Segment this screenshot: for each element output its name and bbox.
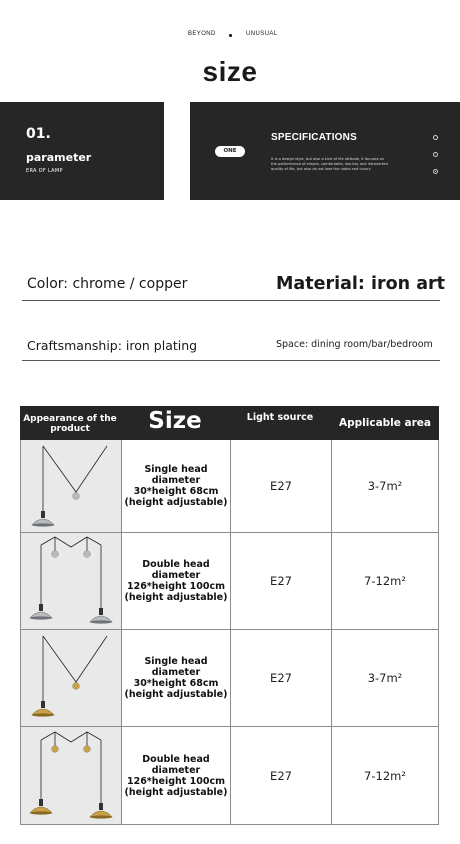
one-pill: ONE (215, 146, 245, 157)
section-sub: ERA OF LAMP (26, 168, 63, 174)
size-cell (122, 440, 231, 532)
size-text: Single head diameter 30*height 68cm (height adjustable) (124, 464, 228, 508)
lamp-shade (32, 701, 54, 717)
table-row (21, 630, 438, 727)
lamp-shade (32, 511, 54, 527)
specifications-panel (190, 102, 460, 200)
divider (22, 300, 440, 301)
area-cell: 7-12m² (364, 574, 406, 588)
product-image (21, 727, 122, 824)
counterweight-ball (84, 745, 91, 752)
size-text: Single head diameter 30*height 68cm (height adjustable) (124, 656, 228, 700)
area-cell: 3-7m² (367, 479, 403, 493)
ring-icon (433, 152, 438, 157)
spec-table (20, 440, 439, 825)
section-number: 01. (26, 126, 51, 142)
space-attribute: Space: dining room/bar/bedroom (276, 339, 433, 350)
size-text: Double head diameter 126*height 100cm (height adjustable) (124, 753, 228, 798)
lamp-shade (30, 799, 52, 815)
light-cell: E27 (231, 727, 332, 824)
light-cell: E27 (231, 533, 332, 629)
size-cell (122, 533, 231, 629)
table-row (21, 440, 438, 533)
product-image (21, 440, 122, 532)
specifications-description: It is a design style, but also a kind of life attitude, it focuses on the performance of simple, comfortable, low-key and introverted quality of life, but also do not lose the noble and luxury (271, 157, 388, 171)
lamp-illustration (21, 630, 121, 726)
table-row (21, 727, 438, 824)
light-cell: E27 (231, 440, 332, 532)
counterweight-ball (73, 493, 80, 500)
brand-dot (229, 34, 232, 37)
header-appearance: Appearance of the product (23, 414, 117, 434)
specifications-heading: SPECIFICATIONS (271, 132, 357, 143)
table-header (20, 406, 439, 440)
counterweight-ball (73, 683, 80, 690)
size-cell (122, 630, 231, 726)
brand-word-unusual: UNUSUAL (246, 31, 278, 37)
brand-word-beyond: BEYOND (188, 31, 216, 37)
area-cell: 7-12m² (364, 768, 406, 783)
divider (22, 360, 440, 361)
counterweight-ball (84, 551, 91, 558)
lamp-shade (90, 803, 112, 819)
lamp-illustration (21, 440, 121, 532)
lamp-shade (30, 604, 52, 620)
lamp-illustration (21, 728, 121, 824)
page-title: size (202, 56, 258, 87)
header-applicable-area: Applicable area (338, 417, 432, 429)
material-attribute: Material: iron art (276, 274, 445, 294)
table-row (21, 533, 438, 630)
counterweight-ball (52, 745, 59, 752)
product-image (21, 630, 122, 726)
color-attribute: Color: chrome / copper (27, 276, 188, 292)
size-cell (122, 727, 231, 824)
header-light-source: Light source (246, 412, 314, 423)
light-cell: E27 (231, 630, 332, 726)
size-text: Double head diameter 126*height 100cm (height adjustable) (124, 559, 228, 603)
counterweight-ball (52, 551, 59, 558)
header-size: Size (148, 408, 202, 434)
lamp-illustration (21, 533, 121, 629)
ring-icon (433, 135, 438, 140)
craftsmanship-attribute: Craftsmanship: iron plating (27, 338, 198, 353)
area-cell: 3-7m² (367, 671, 403, 685)
brand-line (0, 30, 460, 42)
ring-active-icon (433, 169, 438, 174)
parameter-panel (0, 102, 164, 200)
lamp-shade (90, 608, 112, 624)
section-label: parameter (26, 151, 92, 164)
product-image (21, 533, 122, 629)
